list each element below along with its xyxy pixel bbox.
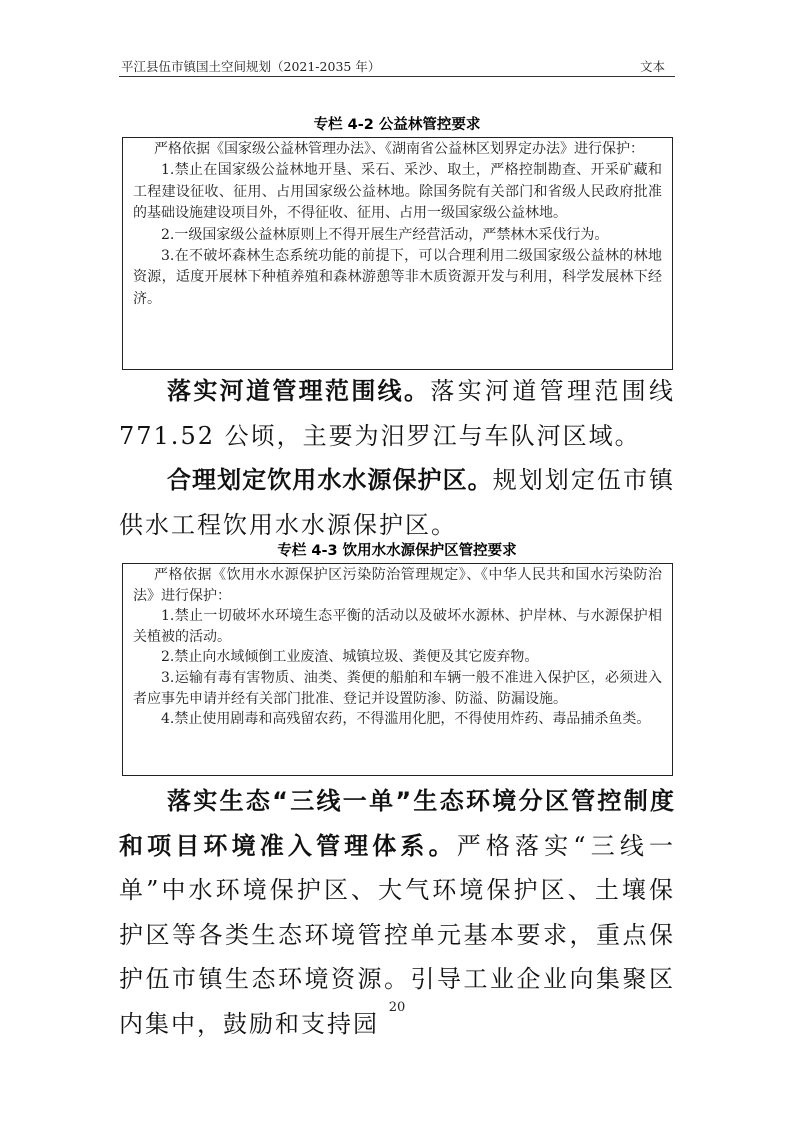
page-number: 20 [388,1000,406,1015]
box2-panel [122,563,673,776]
box1-para: 1.禁止在国家级公益林地开垦、采石、采沙、取土，严格控制勘查、开采矿藏和工程建设征收、征用、占用国家级公益林地。除国务院有关部门和省级人民政府批准的基础设施建设项目外，不得征收、征用、占用一级国家级公益林地。 [133,162,662,222]
paragraph-text: 严格落实“三线一单”中水环境保护区、大气环境保护区、土壤保护区等各类生态环境管控单元基本要求，重点保护伍市镇生态环境资源。引导工业企业向集聚区内集中，鼓励和支持园 [119,831,675,1038]
header-rule [119,76,675,77]
body-paragraph [119,369,675,458]
box1-para: 3.在不破坏森林生态系统功能的前提下，可以合理利用二级国家级公益林的林地资源，适度开展林下种植养殖和森林游憩等非木质资源开发与利用，科学发展林下经济。 [133,248,662,307]
paragraph-heading: 落实生态“三线一单”生态环境分区管控制度和项目环境准入管理体系。 [119,787,675,860]
body-paragraph [119,458,675,547]
page-header [119,54,675,76]
box1-para: 2.一级国家级公益林原则上不得开展生产经营活动，严禁林木采伐行为。 [161,226,609,243]
paragraph-text: 落实河道管理范围线771.52 公顷，主要为汨罗江与车队河区域。 [119,377,676,450]
document-title: 平江县伍市镇国土空间规划（2021-2035 年） [121,59,381,74]
box1-para: 严格依据《国家级公益林管理办法》、《湖南省公益林区划界定办法》进行保护： [154,141,644,157]
box2-para: 严格依据《饮用水水源保护区污染防治管理规定》、《中华人民共和国水污染防治法》进行保护： [133,567,662,604]
section-label: 文本 [639,59,665,74]
box2-para: 1.禁止一切破坏水环境生态平衡的活动以及破坏水源林、护岸林、与水源保护相关植被的活动。 [133,608,662,645]
box1-caption: 专栏 4-2 公益林管控要求 [313,117,481,133]
paragraph-heading: 落实河道管理范围线。 [167,377,431,405]
box2-para: 3.运输有毒有害物质、油类、粪便的船舶和车辆一般不准进入保护区，必须进入者应事先申请并经有关部门批准、登记并设置防渗、防溢、防漏设施。 [133,669,662,707]
body-block-1 [119,369,675,547]
box2-caption: 专栏 4-3 饮用水水源保护区管控要求 [277,543,517,559]
box2-para: 2.禁止向水域倾倒工业废渣、城镇垃圾、粪便及其它废弃物。 [161,649,539,666]
box2-para: 4.禁止使用剧毒和高残留农药，不得滥用化肥，不得使用炸药、毒品捕杀鱼类。 [161,711,651,728]
paragraph-text: 规划划定伍市镇供水工程饮用水水源保护区。 [119,466,676,539]
paragraph-heading: 合理划定饮用水水源保护区。 [167,466,493,494]
box1-panel [122,137,673,370]
